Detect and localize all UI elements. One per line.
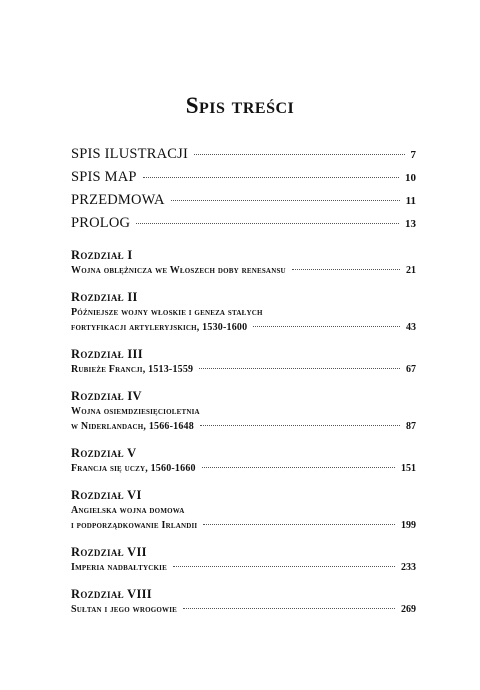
toc-entry-label: PROLOG xyxy=(71,215,131,231)
chapter-page: 233 xyxy=(401,562,416,573)
toc-entry-page: 11 xyxy=(405,195,416,207)
chapter-page: 43 xyxy=(406,322,416,333)
toc-entry-page: 7 xyxy=(410,149,416,161)
toc-entry-page: 10 xyxy=(405,172,416,184)
chapter-entry-7[interactable] xyxy=(71,545,416,575)
chapter-number: Rozdział II xyxy=(71,290,138,304)
toc-entry-page: 13 xyxy=(405,218,416,230)
chapter-page: 151 xyxy=(401,463,416,474)
dot-leader xyxy=(200,425,400,426)
chapter-title: Sułtan i jego wrogowie xyxy=(71,604,178,615)
chapter-entry-5[interactable] xyxy=(71,446,416,476)
chapter-title-continued: w Niderlandach, 1566-1648 xyxy=(71,421,194,432)
dot-leader xyxy=(199,368,400,369)
chapter-entry-1[interactable] xyxy=(71,248,416,278)
chapter-page: 21 xyxy=(406,265,416,276)
chapter-title: Wojna oblężnicza we Włoszech doby renesansu xyxy=(71,265,286,276)
chapter-entry-3[interactable] xyxy=(71,347,416,377)
dot-leader xyxy=(202,467,395,468)
dot-leader xyxy=(183,608,395,609)
chapter-title: Francja się uczy, 1560-1660 xyxy=(71,463,196,474)
dot-leader xyxy=(253,326,400,327)
toc-entry-maps[interactable] xyxy=(71,169,416,192)
dot-leader xyxy=(173,566,395,567)
chapter-number: Rozdział IV xyxy=(71,389,142,403)
chapter-page: 269 xyxy=(401,604,416,615)
chapter-title-continued: i podporządkowanie Irlandii xyxy=(71,520,198,531)
toc-entry-label: SPIS MAP xyxy=(71,169,137,185)
chapter-title-continued: fortyfikacji artyleryjskich, 1530-1600 xyxy=(71,322,248,333)
chapter-title: Wojna osiemdziesięcioletnia xyxy=(71,406,200,417)
dot-leader xyxy=(194,154,404,155)
dot-leader xyxy=(143,177,399,178)
toc-entry-prologue[interactable] xyxy=(71,215,416,238)
chapter-entry-8[interactable] xyxy=(71,587,416,617)
chapter-number: Rozdział VIII xyxy=(71,587,152,601)
dot-leader xyxy=(171,200,400,201)
chapter-number: Rozdział III xyxy=(71,347,143,361)
toc-entry-label: PRZEDMOWA xyxy=(71,192,165,208)
chapter-number: Rozdział V xyxy=(71,446,137,460)
toc-entry-illustrations[interactable] xyxy=(71,146,416,169)
chapter-title: Imperia nadbałtyckie xyxy=(71,562,167,573)
dot-leader xyxy=(292,269,400,270)
chapter-title: Rubieże Francji, 1513-1559 xyxy=(71,364,194,375)
front-matter-list xyxy=(71,146,416,238)
chapter-list xyxy=(71,248,416,629)
chapter-page: 199 xyxy=(401,520,416,531)
chapter-page: 87 xyxy=(406,421,416,432)
toc-entry-label: SPIS ILUSTRACJI xyxy=(71,146,189,162)
chapter-page: 67 xyxy=(406,364,416,375)
toc-entry-preface[interactable] xyxy=(71,192,416,215)
chapter-entry-4[interactable] xyxy=(71,389,416,434)
page-title: Spis treści xyxy=(185,93,295,118)
chapter-number: Rozdział VI xyxy=(71,488,142,502)
dot-leader xyxy=(136,223,399,224)
dot-leader xyxy=(203,524,395,525)
chapter-title: Angielska wojna domowa xyxy=(71,505,185,516)
chapter-number: Rozdział VII xyxy=(71,545,147,559)
chapter-title: Późniejsze wojny włoskie i geneza stałych xyxy=(71,307,263,318)
chapter-entry-6[interactable] xyxy=(71,488,416,533)
chapter-entry-2[interactable] xyxy=(71,290,416,335)
chapter-number: Rozdział I xyxy=(71,248,133,262)
